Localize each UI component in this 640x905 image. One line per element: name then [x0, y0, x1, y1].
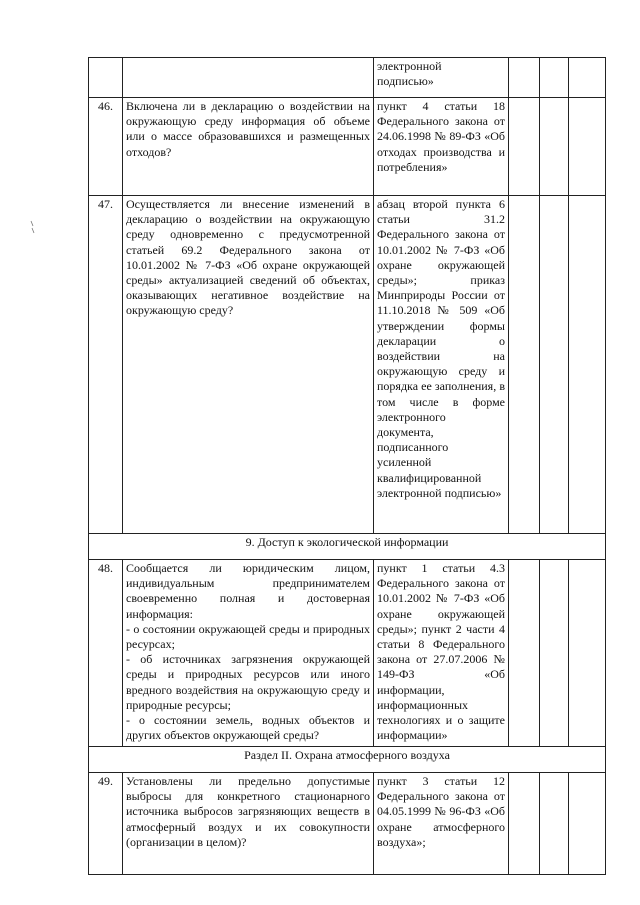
empty-cell	[540, 560, 569, 747]
section-row	[89, 747, 606, 773]
row-number: 48.	[89, 560, 123, 747]
question-cell: Включена ли в декларацию о воздействии на окружающую среду информация об объеме или о массе образовавшихся и размещенных отходов?	[123, 98, 374, 196]
empty-cell	[509, 98, 540, 196]
empty-cell	[569, 773, 606, 875]
empty-cell	[569, 196, 606, 534]
reference-cell: пункт 1 статьи 4.3 Федерального закона от 10.01.2002 № 7-ФЗ «Об охране окружающей среды»; пункт 2 части 4 статьи 8 Федерального закона от 27.07.2006 № 149-ФЗ «Об информации, информационных технологиях и о защите информации»	[374, 560, 509, 747]
empty-cell	[540, 58, 569, 98]
empty-cell	[509, 196, 540, 534]
question-cell: Сообщается ли юридическим лицом, индивидуальным предпринимателем своевременно полная и достоверная информация: - о состоянии окружающей среды и природных ресурсах; - об источниках загрязнения окружающей среды и природных ресурсов или иного вредного воздействия на окружающую среду и природные ресурсы; - о состоянии земель, водных объектов и других объектов окружающей среды?	[123, 560, 374, 747]
question-cell: Осуществляется ли внесение изменений в декларацию о воздействии на окружающую среду одновременно с предусмотренной статьей 69.2 Федерального закона от 10.01.2002 № 7-ФЗ «Об охране окружающей среды» актуализацией сведений об объектах, оказывающих негативное воздействие на окружающую среду?	[123, 196, 374, 534]
table-row	[89, 560, 606, 747]
empty-cell	[540, 196, 569, 534]
reference-cell: пункт 4 статьи 18 Федерального закона от 24.06.1998 № 89-ФЗ «Об отходах производства и потребления»	[374, 98, 509, 196]
empty-cell	[540, 98, 569, 196]
reference-cell: пункт 3 статьи 12 Федерального закона от 04.05.1999 № 96-ФЗ «Об охране атмосферного воздуха»;	[374, 773, 509, 875]
empty-cell	[569, 98, 606, 196]
empty-cell	[509, 58, 540, 98]
section-row	[89, 534, 606, 560]
row-number	[89, 58, 123, 98]
empty-cell	[569, 58, 606, 98]
table-row	[89, 773, 606, 875]
question-cell	[123, 58, 374, 98]
reference-cell: электронной подписью»	[374, 58, 509, 98]
reference-cell: абзац второй пункта 6 статьи 31.2 Федерального закона от 10.01.2002 № 7-ФЗ «Об охране окружающей среды»; приказ Минприроды России от 11.10.2018 № 509 «Об утверждении формы декларации о воздействии на окружающую среду и порядка ее заполнения, в том числе в форме электронного документа, подписанного усиленной квалифицированной электронной подписью»	[374, 196, 509, 534]
section-heading: 9. Доступ к экологической информации	[89, 534, 606, 560]
table-row	[89, 98, 606, 196]
empty-cell	[509, 560, 540, 747]
checklist-table	[88, 57, 606, 875]
scan-mark	[30, 220, 36, 234]
empty-cell	[540, 773, 569, 875]
row-number: 47.	[89, 196, 123, 534]
empty-cell	[569, 560, 606, 747]
table-row	[89, 196, 606, 534]
row-number: 49.	[89, 773, 123, 875]
question-cell: Установлены ли предельно допустимые выбросы для конкретного стационарного источника выбросов загрязняющих веществ в атмосферный воздух и их совокупности (организации в целом)?	[123, 773, 374, 875]
section-heading: Раздел II. Охрана атмосферного воздуха	[89, 747, 606, 773]
table-row	[89, 58, 606, 98]
row-number: 46.	[89, 98, 123, 196]
empty-cell	[509, 773, 540, 875]
